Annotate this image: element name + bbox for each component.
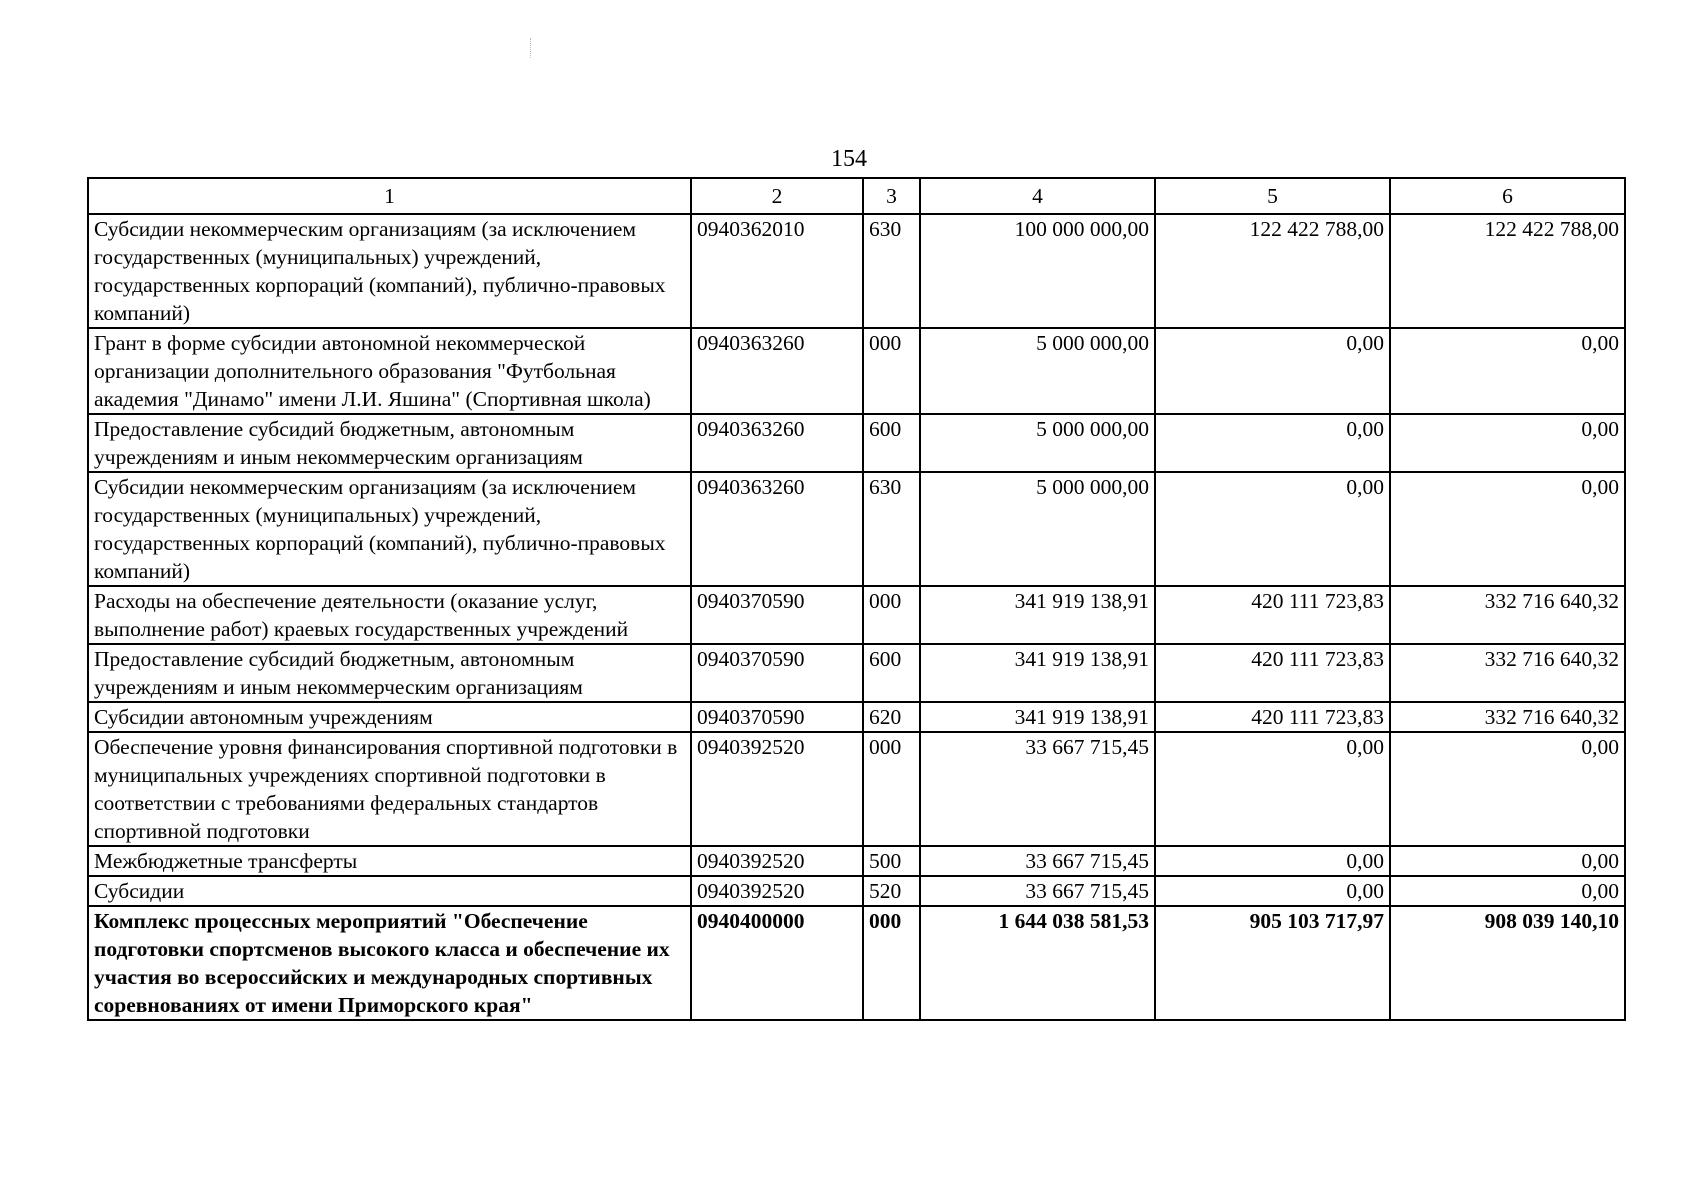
row-value-4-cell: 341 919 138,91 — [920, 702, 1155, 732]
row-kind-cell: 500 — [863, 846, 920, 876]
row-kind-cell: 000 — [863, 906, 920, 1020]
row-value-4-cell: 100 000 000,00 — [920, 214, 1155, 328]
row-name-cell: Обеспечение уровня финансирования спортивной подготовки в муниципальных учреждениях спортивной подготовки в соответствии с требованиями федеральных стандартов спортивной подготовки — [88, 732, 691, 846]
page-number: 154 — [831, 146, 867, 172]
row-kind-cell: 600 — [863, 414, 920, 472]
scan-mark — [530, 38, 532, 58]
row-name-cell: Предоставление субсидий бюджетным, автономным учреждениям и иным некоммерческим организациям — [88, 644, 691, 702]
row-value-6-cell: 0,00 — [1390, 328, 1625, 414]
row-kind-cell: 600 — [863, 644, 920, 702]
row-value-4-cell: 5 000 000,00 — [920, 328, 1155, 414]
row-code-cell: 0940370590 — [691, 586, 863, 644]
table-row — [88, 732, 1625, 846]
row-code-cell: 0940392520 — [691, 732, 863, 846]
table-row — [88, 876, 1625, 906]
row-value-6-cell: 122 422 788,00 — [1390, 214, 1625, 328]
row-kind-cell: 620 — [863, 702, 920, 732]
table-row — [88, 586, 1625, 644]
row-value-5-cell: 905 103 717,97 — [1155, 906, 1390, 1020]
row-value-4-cell: 5 000 000,00 — [920, 414, 1155, 472]
row-name-cell: Субсидии некоммерческим организациям (за исключением государственных (муниципальных) учреждений, государственных корпораций (компаний), публично-правовых компаний) — [88, 472, 691, 586]
budget-table — [87, 177, 1626, 1021]
table-row — [88, 414, 1625, 472]
row-value-6-cell: 0,00 — [1390, 876, 1625, 906]
row-value-6-cell: 908 039 140,10 — [1390, 906, 1625, 1020]
row-value-5-cell: 122 422 788,00 — [1155, 214, 1390, 328]
table-row — [88, 214, 1625, 328]
row-code-cell: 0940370590 — [691, 702, 863, 732]
table-row — [88, 472, 1625, 586]
row-value-5-cell: 420 111 723,83 — [1155, 644, 1390, 702]
row-code-cell: 0940370590 — [691, 644, 863, 702]
row-value-5-cell: 0,00 — [1155, 732, 1390, 846]
row-value-6-cell: 0,00 — [1390, 414, 1625, 472]
row-kind-cell: 000 — [863, 328, 920, 414]
row-code-cell: 0940363260 — [691, 414, 863, 472]
column-header: 6 — [1390, 178, 1625, 214]
row-value-6-cell: 0,00 — [1390, 846, 1625, 876]
row-value-4-cell: 33 667 715,45 — [920, 732, 1155, 846]
row-name-cell: Расходы на обеспечение деятельности (оказание услуг, выполнение работ) краевых государственных учреждений — [88, 586, 691, 644]
table-row — [88, 644, 1625, 702]
row-name-cell: Грант в форме субсидии автономной некоммерческой организации дополнительного образования "Футбольная академия "Динамо" имени Л.И. Яшина" (Спортивная школа) — [88, 328, 691, 414]
row-code-cell: 0940392520 — [691, 846, 863, 876]
row-name-cell: Субсидии автономным учреждениям — [88, 702, 691, 732]
row-code-cell: 0940363260 — [691, 472, 863, 586]
row-value-5-cell: 0,00 — [1155, 414, 1390, 472]
row-name-cell: Предоставление субсидий бюджетным, автономным учреждениям и иным некоммерческим организациям — [88, 414, 691, 472]
column-header: 3 — [863, 178, 920, 214]
header-row — [88, 178, 1625, 214]
row-kind-cell: 630 — [863, 472, 920, 586]
row-value-6-cell: 332 716 640,32 — [1390, 644, 1625, 702]
row-kind-cell: 520 — [863, 876, 920, 906]
row-code-cell: 0940362010 — [691, 214, 863, 328]
row-value-4-cell: 341 919 138,91 — [920, 586, 1155, 644]
row-name-cell: Субсидии — [88, 876, 691, 906]
column-header: 4 — [920, 178, 1155, 214]
row-value-5-cell: 0,00 — [1155, 328, 1390, 414]
table-row — [88, 328, 1625, 414]
row-value-4-cell: 33 667 715,45 — [920, 846, 1155, 876]
row-value-4-cell: 33 667 715,45 — [920, 876, 1155, 906]
row-value-6-cell: 0,00 — [1390, 732, 1625, 846]
row-kind-cell: 630 — [863, 214, 920, 328]
column-header: 1 — [88, 178, 691, 214]
table-row — [88, 906, 1625, 1020]
row-value-5-cell: 0,00 — [1155, 472, 1390, 586]
row-name-cell: Межбюджетные трансферты — [88, 846, 691, 876]
row-value-6-cell: 332 716 640,32 — [1390, 586, 1625, 644]
row-name-cell: Комплекс процессных мероприятий "Обеспечение подготовки спортсменов высокого класса и обеспечение их участия во всероссийских и международных спортивных соревнованиях от имени Приморского края" — [88, 906, 691, 1020]
row-code-cell: 0940392520 — [691, 876, 863, 906]
row-value-4-cell: 341 919 138,91 — [920, 644, 1155, 702]
column-header: 5 — [1155, 178, 1390, 214]
row-value-6-cell: 332 716 640,32 — [1390, 702, 1625, 732]
row-value-5-cell: 0,00 — [1155, 876, 1390, 906]
row-code-cell: 0940400000 — [691, 906, 863, 1020]
row-value-6-cell: 0,00 — [1390, 472, 1625, 586]
row-value-5-cell: 420 111 723,83 — [1155, 702, 1390, 732]
table-row — [88, 846, 1625, 876]
row-value-5-cell: 0,00 — [1155, 846, 1390, 876]
row-value-5-cell: 420 111 723,83 — [1155, 586, 1390, 644]
row-name-cell: Субсидии некоммерческим организациям (за исключением государственных (муниципальных) учреждений, государственных корпораций (компаний), публично-правовых компаний) — [88, 214, 691, 328]
row-value-4-cell: 5 000 000,00 — [920, 472, 1155, 586]
row-code-cell: 0940363260 — [691, 328, 863, 414]
row-kind-cell: 000 — [863, 586, 920, 644]
row-value-4-cell: 1 644 038 581,53 — [920, 906, 1155, 1020]
row-kind-cell: 000 — [863, 732, 920, 846]
column-header: 2 — [691, 178, 863, 214]
table-row — [88, 702, 1625, 732]
